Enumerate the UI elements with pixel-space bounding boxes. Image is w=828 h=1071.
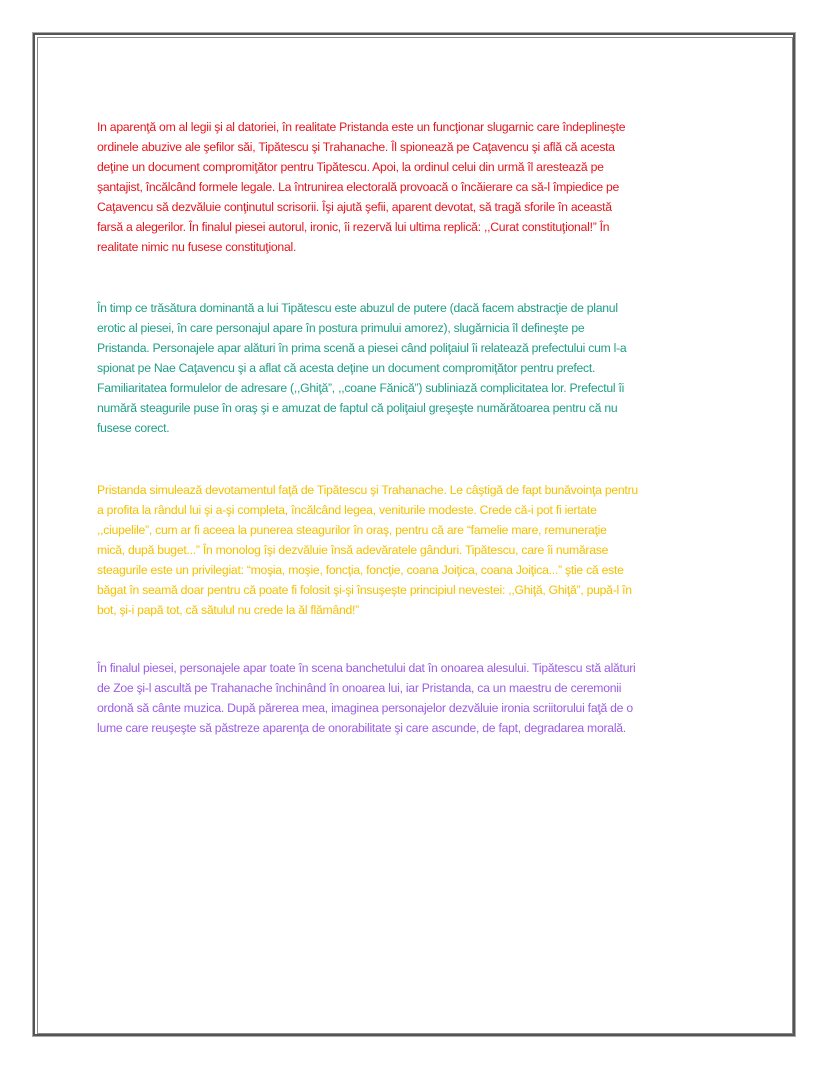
- text-line: ,,ciupelile”, cum ar fi aceea la punerea steagurilor în oraş, pentru că are “famelie mare, remuneraţie: [97, 523, 607, 537]
- text-line: băgat în seamă doar pentru că poate fi folosit şi-şi însuşeşte principiul nevestei: ,,Ghiţă, Ghiţă”, pupă-l în: [97, 583, 632, 597]
- paragraph-final-scene: [97, 658, 757, 738]
- text-line: de Zoe şi-l ascultă pe Trahanache închinând în onoarea lui, iar Pristanda, ca un maestru de ceremonii: [97, 681, 622, 695]
- text-line: ordonă să cânte muzica. După părerea mea, imaginea personajelor dezvăluie ironia scriitorului faţă de o: [97, 701, 633, 715]
- text-line: În finalul piesei, personajele apar toate în scena banchetului dat în onoarea alesului. Tipătescu stă alături: [97, 661, 636, 675]
- text-line: Pristanda simulează devotamentul faţă de Tipătescu şi Trahanache. Le câştigă de fapt bunăvoinţa pentru: [97, 483, 638, 497]
- text-line: ordinele abuzive ale şefilor săi, Tipătescu şi Trahanache. Îl spionează pe Caţavencu şi află că acesta: [97, 140, 615, 154]
- paragraph-pristanda-intro: [97, 117, 757, 257]
- text-line: mică, după buget...” În monolog îşi dezvăluie însă adevăratele gânduri. Tipătescu, care îi numărase: [97, 543, 609, 557]
- paragraph-pristanda-monolog: [97, 480, 757, 620]
- text-line: Familiaritatea formulelor de adresare (,,Ghiţă”, ,,coane Fănică”) subliniază complicitatea lor. Prefectul îi: [97, 381, 625, 395]
- text-line: erotic al piesei, în care personajul apare în postura primului amorez), slugărnicia îl defineşte pe: [97, 321, 585, 335]
- text-line: realitate nimic nu fusese constituţional.: [97, 240, 297, 254]
- text-line: numără steagurile puse în oraş şi e amuzat de faptul că poliţaiul greşeşte numărătoarea pentru că nu: [97, 401, 618, 415]
- text-line: şantajist, încălcând formele legale. La întrunirea electorală provoacă o încăierare ca să-l împiedice pe: [97, 180, 620, 194]
- text-line: Pristanda. Personajele apar alături în prima scenă a piesei când poliţaiul îi relatează prefectului cum l-a: [97, 341, 627, 355]
- text-line: steagurile este un privilegiat: “moşia, moşie, foncţia, foncţie, coana Joiţica, coana Joiţica...” ştie că este: [97, 563, 624, 577]
- text-line: Caţavencu să dezvăluie conţinutul scrisorii. Îşi ajută şefii, aparent devotat, să tragă sforile în această: [97, 200, 612, 214]
- text-line: farsă a alegerilor. În finalul piesei autorul, ironic, îi rezervă lui ultima replică: ,,Curat constituţional!” În: [97, 220, 610, 234]
- text-line: fusese corect.: [97, 421, 170, 435]
- text-line: a profita la rândul lui şi a-şi completa, încălcând legea, veniturile modeste. Crede că-i pot fi iertate: [97, 503, 597, 517]
- text-line: În timp ce trăsătura dominantă a lui Tipătescu este abuzul de putere (dacă facem abstracţie de planul: [97, 301, 618, 315]
- text-line: deţine un document compromiţător pentru Tipătescu. Apoi, la ordinul celui din urmă îl arestează pe: [97, 160, 604, 174]
- text-line: lume care reuşeşte să păstreze aparenţa de onorabilitate şi care ascunde, de fapt, degradarea morală.: [97, 721, 626, 735]
- text-line: bot, şi-i papă tot, că sătulul nu crede la ăl flămând!”: [97, 603, 359, 617]
- paragraph-tipatescu-relation: [97, 298, 757, 438]
- text-line: spionat pe Nae Caţavencu şi a aflat că acesta deţine un document compromiţător pentru prefect.: [97, 361, 596, 375]
- text-line: In aparenţă om al legii şi al datoriei, în realitate Pristanda este un funcţionar slugarnic care îndeplineşte: [97, 120, 626, 134]
